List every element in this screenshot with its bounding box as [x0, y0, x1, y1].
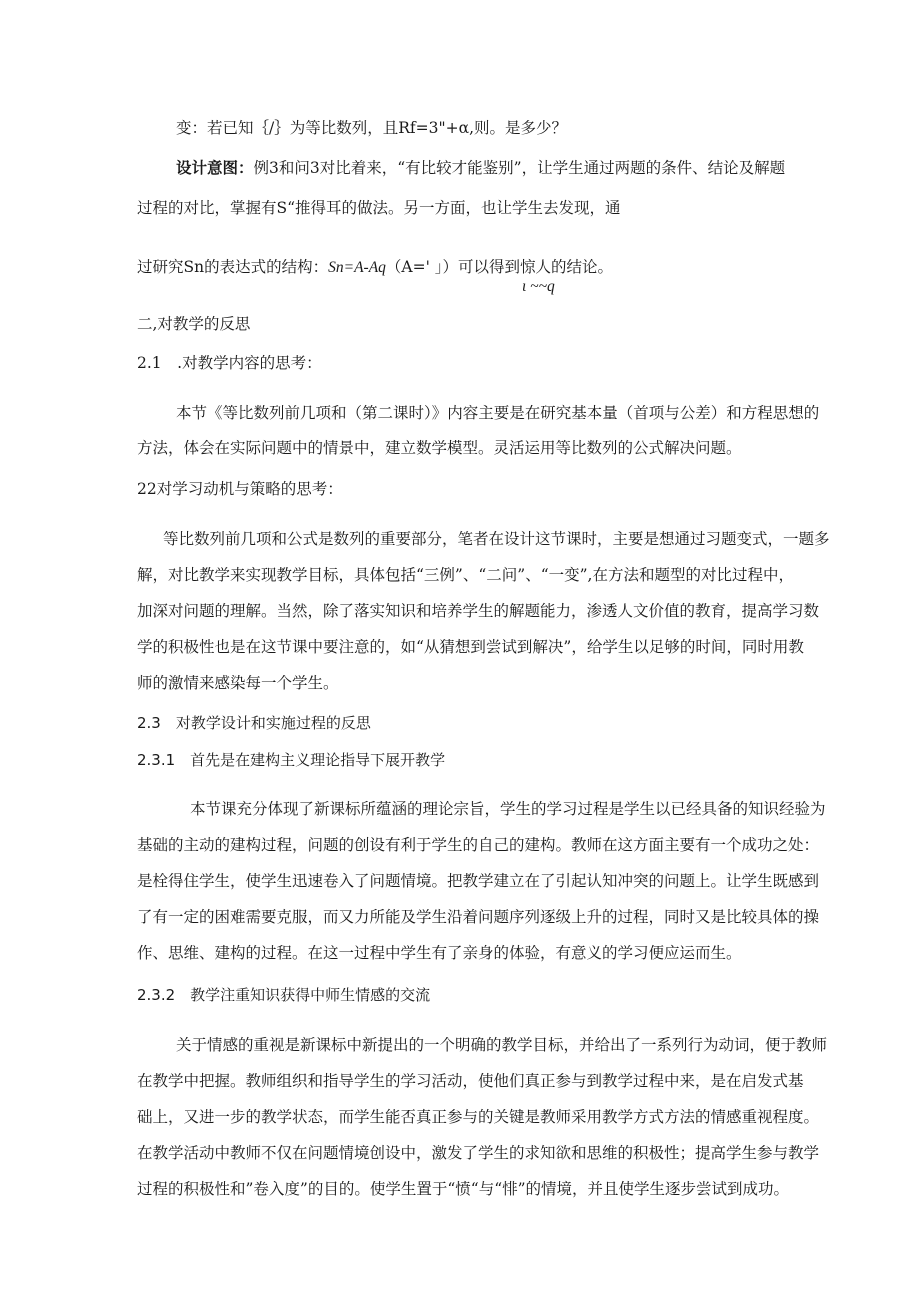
paragraph-4-line-5 — [137, 1178, 789, 1200]
paragraph-4-text-4: 在教学活动中教师不仅在问题情境创设中，激发了学生的求知欲和思维的积极性；提高学生参与教学 — [137, 1144, 820, 1162]
formula-denominator-text: ι ~~q — [522, 278, 555, 295]
design-intent-text-2: 过程的对比，掌握有S“推得耳的做法。另一方面，也让学生去发现，通 — [137, 199, 621, 217]
paragraph-3-text-4: 了有一定的困难需要克服，而又力所能及学生沿着问题序列逐级上升的过程，同时又是比较具体的操 — [137, 908, 820, 926]
sn-formula: Sn=A-Aq — [328, 259, 386, 276]
paragraph-2-text-5: 师的激情来感染每一个学生。 — [137, 674, 339, 692]
paragraph-2-text-4: 学的积极性也是在这节课中要注意的，如“从猜想到尝试到解决”，给学生以足够的时间，同时用教 — [137, 638, 804, 656]
paragraph-3-line-1 — [190, 798, 826, 820]
paragraph-4-text-1: 关于情感的重视是新课标中新提出的一个明确的教学目标，并给出了一系列行为动词，便于教师 — [176, 1036, 828, 1054]
design-intent-line — [176, 157, 785, 179]
paragraph-3-text-1: 本节课充分体现了新课标所蕴涵的理论宗旨，学生的学习过程是学生以已经具备的知识经验为 — [190, 800, 826, 818]
paragraph-4-line-2 — [137, 1070, 804, 1092]
paragraph-3-text-3: 是栓得住学生，使学生迅速卷入了问题情境。把教学建立在了引起认知冲突的问题上。让学生既感到 — [137, 872, 820, 890]
paragraph-2-line-5 — [137, 672, 339, 694]
design-intent-line-2 — [137, 197, 621, 219]
variant-question-text: 变：若已知｛/｝为等比数列，且Rf=3"+α,则。是多少？ — [176, 119, 567, 137]
heading-2-3-text: 2.3 对教学设计和实施过程的反思 — [137, 714, 371, 732]
heading-2-3-1 — [137, 749, 445, 771]
paragraph-1-line-1 — [176, 402, 819, 424]
heading-2-2 — [137, 478, 343, 500]
heading-2-3-2 — [137, 984, 430, 1006]
paragraph-4-line-4 — [137, 1142, 819, 1164]
paragraph-3-text-5: 作、思维、建构的过程。在这一过程中学生有了亲身的体验，有意义的学习便应运而生。 — [137, 944, 742, 962]
paragraph-2-line-4 — [137, 636, 804, 658]
paragraph-4-line-3 — [137, 1106, 819, 1128]
paragraph-2-line-3 — [137, 600, 819, 622]
paragraph-3-text-2: 基础的主动的建构过程，问题的创设有利于学生的自己的建构。教师在这方面主要有一个成功之处： — [137, 836, 820, 854]
heading-2-3-1-text: 2.3.1 首先是在建构主义理论指导下展开教学 — [137, 751, 446, 769]
paragraph-2-text-1: 等比数列前几项和公式是数列的重要部分，笔者在设计这节课时，主要是想通过习题变式，一题多 — [163, 530, 830, 548]
paragraph-1-line-2 — [137, 437, 742, 459]
paragraph-3-line-4 — [137, 906, 819, 928]
paragraph-4-text-3: 础上，又进一步的教学状态，而学生能否真正参与的关键是教师采用教学方式方法的情感重视程度。 — [137, 1108, 820, 1126]
design-intent-label: 设计意图： — [176, 158, 254, 177]
heading-2-3-2-text: 2.3.2 教学注重知识获得中师生情感的交流 — [137, 986, 431, 1004]
paragraph-3-line-5 — [137, 942, 742, 964]
section-heading-2 — [137, 313, 250, 335]
paragraph-4-text-2: 在教学中把握。教师组织和指导学生的学习活动，使他们真正参与到教学过程中来，是在启发式基 — [137, 1072, 804, 1090]
variant-question-line — [176, 117, 567, 139]
heading-2-3 — [137, 712, 371, 734]
paragraph-2-text-2: 解，对比教学来实现教学目标，具体包括“三例”、“二问”、“一变”,在方法和题型的对比过程中， — [137, 566, 794, 584]
heading-2-1-text: 2.1 .对教学内容的思考： — [137, 354, 322, 372]
design-intent-text: 例3和问3对比着来，“有比较才能鉴别”，让学生通过两题的条件、结论及解题 — [253, 159, 786, 177]
paragraph-4-text-5: 过程的积极性和”卷入度”的目的。使学生置于“愤“与“悱”的情境，并且使学生逐步尝试到成功。 — [137, 1180, 790, 1198]
paragraph-1-text-2: 方法，体会在实际问题中的情景中，建立数学模型。灵活运用等比数列的公式解决问题。 — [137, 439, 742, 457]
formula-line-text-b: （A=' 」）可以得到惊人的结论。 — [385, 258, 614, 276]
formula-denominator — [522, 276, 555, 298]
formula-line-text-a: 过研究Sn的表达式的结构： — [137, 258, 329, 276]
paragraph-3-line-2 — [137, 834, 819, 856]
heading-2-1 — [137, 352, 322, 374]
section-heading-2-text: 二,对教学的反思 — [137, 315, 251, 333]
heading-2-2-text: 22对学习动机与策略的思考： — [137, 480, 343, 498]
paragraph-4-line-1 — [176, 1034, 827, 1056]
paragraph-2-text-3: 加深对问题的理解。当然，除了落实知识和培养学生的解题能力，渗透人文价值的教育，提高学习数 — [137, 602, 820, 620]
paragraph-1-text-1: 本节《等比数列前几项和（第二课时）》内容主要是在研究基本量（首项与公差）和方程思想的 — [176, 404, 820, 422]
paragraph-2-line-1 — [163, 528, 830, 550]
paragraph-3-line-3 — [137, 870, 819, 892]
paragraph-2-line-2 — [137, 564, 794, 586]
